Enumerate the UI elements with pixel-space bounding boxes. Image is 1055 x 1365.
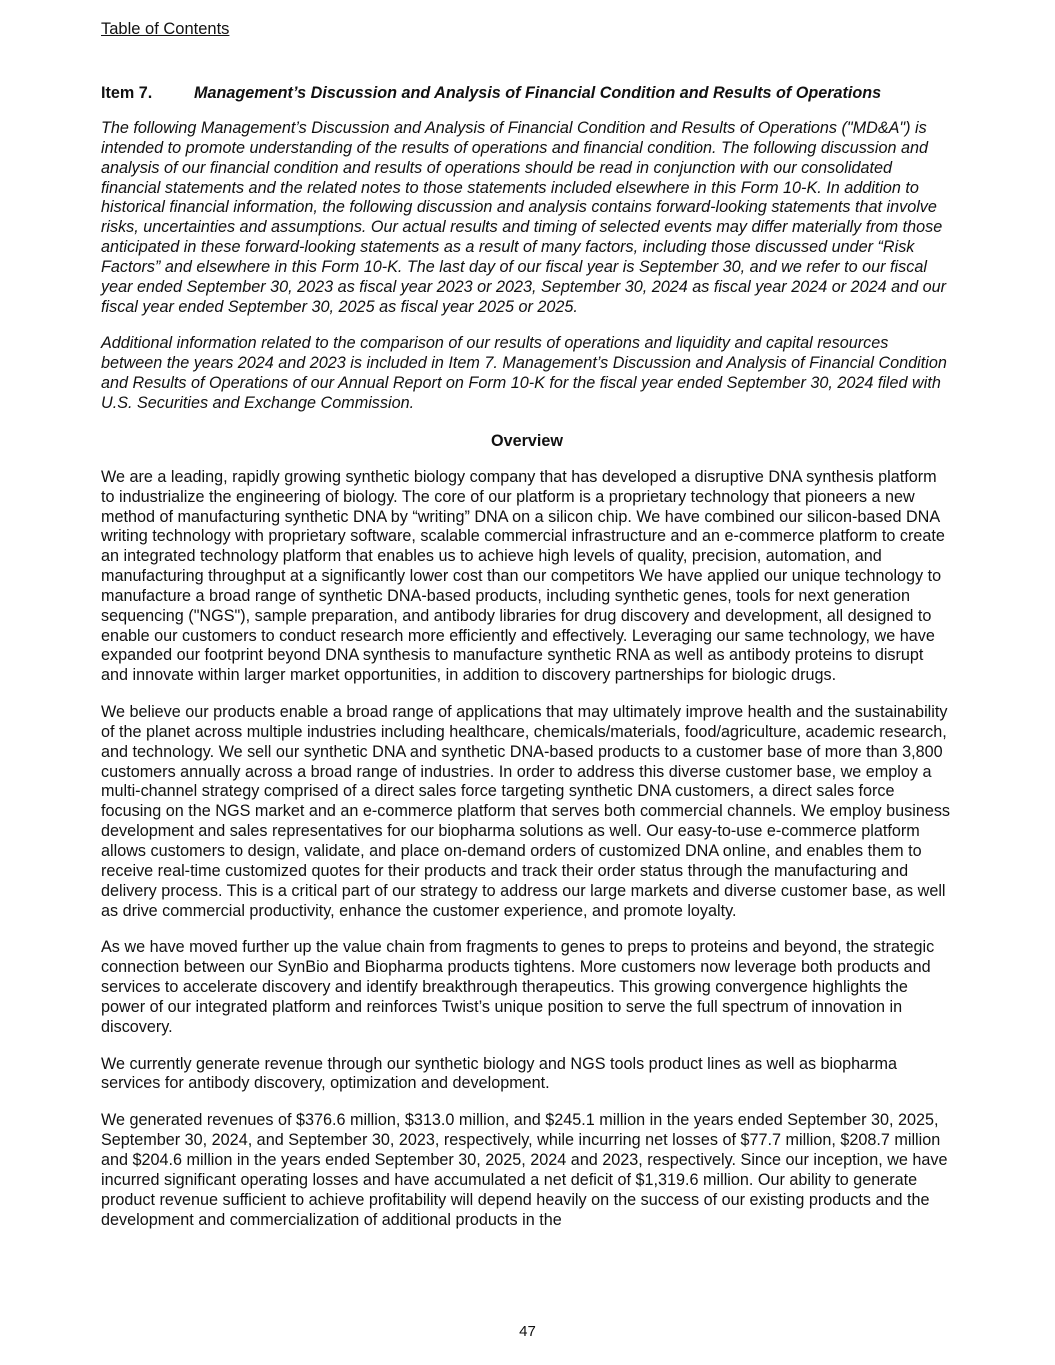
overview-paragraph-4: We currently generate revenue through our synthetic biology and NGS tools product lines as well as biopharma services for antibody discovery, optimization and development. xyxy=(101,1054,898,1093)
item-title: Management’s Discussion and Analysis of Financial Condition and Results of Operations xyxy=(194,84,882,102)
overview-paragraph-3: As we have moved further up the value chain from fragments to genes to preps to proteins and beyond, the strategic connection between our SynBio and Biopharma products tightens. More customers now leverage both products and services to accelerate discovery and identify breakthrough therapeutics. This growing convergence highlights the power of our integrated platform and reinforces Twist’s unique position to serve the full spectrum of innovation in discovery. xyxy=(101,938,935,1036)
overview-paragraph-1: We are a leading, rapidly growing synthetic biology company that has developed a disruptive DNA synthesis platform to industrialize the engineering of biology. The core of our platform is a proprietary technology that pioneers a new method of manufacturing synthetic DNA by “writing” DNA on a silicon chip. We have combined our silicon-based DNA writing technology with proprietary software, scalable commercial infrastructure and an e-commerce platform to create an integrated technology platform that enables us to achieve high levels of quality, precision, automation, and manufacturing throughput at a significantly lower cost than our competitors We have applied our unique technology to manufacture a broad range of synthetic DNA-based products, including synthetic genes, tools for next generation sequencing ("NGS"), sample preparation, and antibody libraries for drug discovery and development, all designed to enable our customers to conduct research more efficiently and effectively. Leveraging our same technology, we have expanded our footprint beyond DNA synthesis to manufacture synthetic RNA as well as antibody proteins to disrupt and innovate within larger market opportunities, in addition to discovery partnerships for biologic drugs. xyxy=(101,467,945,685)
document-page xyxy=(101,18,953,1230)
intro-paragraph-1: The following Management’s Discussion and Analysis of Financial Condition and Results of Operations ("MD&A") is intended to promote understanding of the results of operations and financial condition. The following discussion and analysis of our financial condition and results of operations should be read in conjunction with our consolidated financial statements and the related notes to those statements included elsewhere in this Form 10-K. In addition to historical financial information, the following discussion and analysis contains forward-looking statements that involve risks, uncertainties and assumptions. Our actual results and timing of selected events may differ materially from those anticipated in these forward-looking statements as a result of many factors, including those discussed under “Risk Factors” and elsewhere in this Form 10-K. The last day of our fiscal year is September 30, and we refer to our fiscal year ended September 30, 2023 as fiscal year 2023 or 2023, September 30, 2024 as fiscal year 2024 or 2024 and our fiscal year ended September 30, 2025 as fiscal year 2025 or 2025. xyxy=(101,119,947,316)
item-number: Item 7. xyxy=(101,84,153,102)
page-number: 47 xyxy=(519,1323,536,1340)
table-of-contents-link[interactable]: Table of Contents xyxy=(101,20,230,38)
intro-paragraph-2: Additional information related to the comparison of our results of operations and liquidity and capital resources between the years 2024 and 2023 is included in Item 7. Management’s Discussion and Analysis of Financial Condition and Results of Operations of our Annual Report on Form 10-K for the fiscal year ended September 30, 2024 filed with U.S. Securities and Exchange Commission. xyxy=(101,334,947,412)
overview-heading: Overview xyxy=(491,431,563,450)
overview-paragraph-2: We believe our products enable a broad range of applications that may ultimately improve health and the sustainability of the planet across multiple industries including healthcare, chemicals/materials, food/agriculture, academic research, and technology. We sell our synthetic DNA and synthetic DNA-based products to a customer base of more than 3,800 customers annually across a broad range of industries. In order to address this diverse customer base, we employ a multi-channel strategy comprised of a direct sales force targeting synthetic DNA customers, a direct sales force focusing on the NGS market and an e-commerce platform that serves both commercial channels. We employ business development and sales representatives for our biopharma solutions as well. Our easy-to-use e-commerce platform allows customers to design, validate, and place on-demand orders of customized DNA online, and enables them to receive real-time customized quotes for their products and track their order status through the manufacturing and delivery process. This is a critical part of our strategy to address our large markets and diverse customer base, as well as drive commercial productivity, enhance the customer experience, and promote loyalty. xyxy=(101,703,951,920)
item-heading xyxy=(101,83,953,103)
overview-paragraph-5: We generated revenues of $376.6 million, $313.0 million, and $245.1 million in the years ended September 30, 2025, September 30, 2024, and September 30, 2023, respectively, while incurring net losses of $77.7 million, $208.7 million and $204.6 million in the years ended September 30, 2025, 2024 and 2023, respectively. Since our inception, we have incurred significant operating losses and have accumulated a net deficit of $1,319.6 million. Our ability to generate product revenue sufficient to achieve profitability will depend heavily on the success of our existing products and the development and commercialization of additional products in the xyxy=(101,1111,948,1229)
